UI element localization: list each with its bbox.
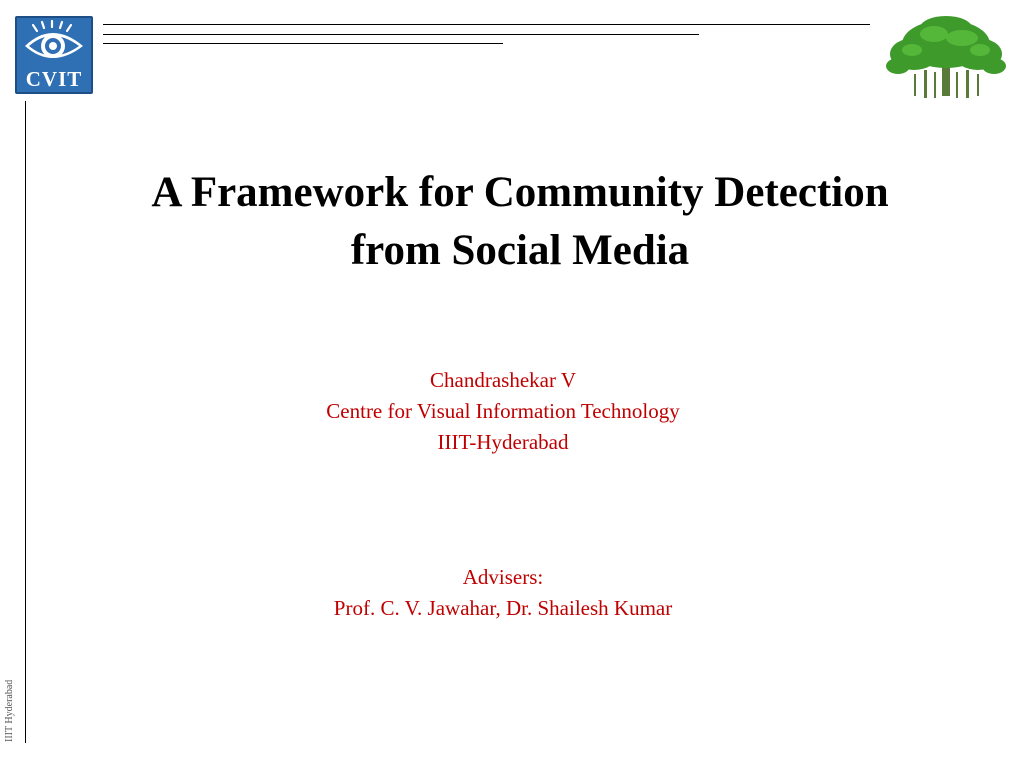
header-rule-3 [103,43,503,44]
side-label: IIIT Hyderabad [4,679,15,742]
advisers-names: Prof. C. V. Jawahar, Dr. Shailesh Kumar [333,596,673,620]
author-name: Chandrashekar V [430,368,576,392]
slide-title [40,164,1000,280]
cvit-logo-text: CVIT [25,67,83,91]
tree-icon [884,14,1008,104]
author-affiliation: Centre for Visual Information Technology [326,399,680,423]
author-block [40,365,966,458]
author-institute: IIIT-Hyderabad [437,430,569,454]
header-rule-1 [103,24,870,25]
title-line-1: A Framework for Community Detection [151,169,889,216]
left-rule [25,101,26,743]
advisers-heading: Advisers: [462,565,544,589]
title-line-2: from Social Media [350,227,690,274]
advisers-block [40,562,966,624]
header-rule-2 [103,34,699,35]
cvit-logo [15,16,93,94]
